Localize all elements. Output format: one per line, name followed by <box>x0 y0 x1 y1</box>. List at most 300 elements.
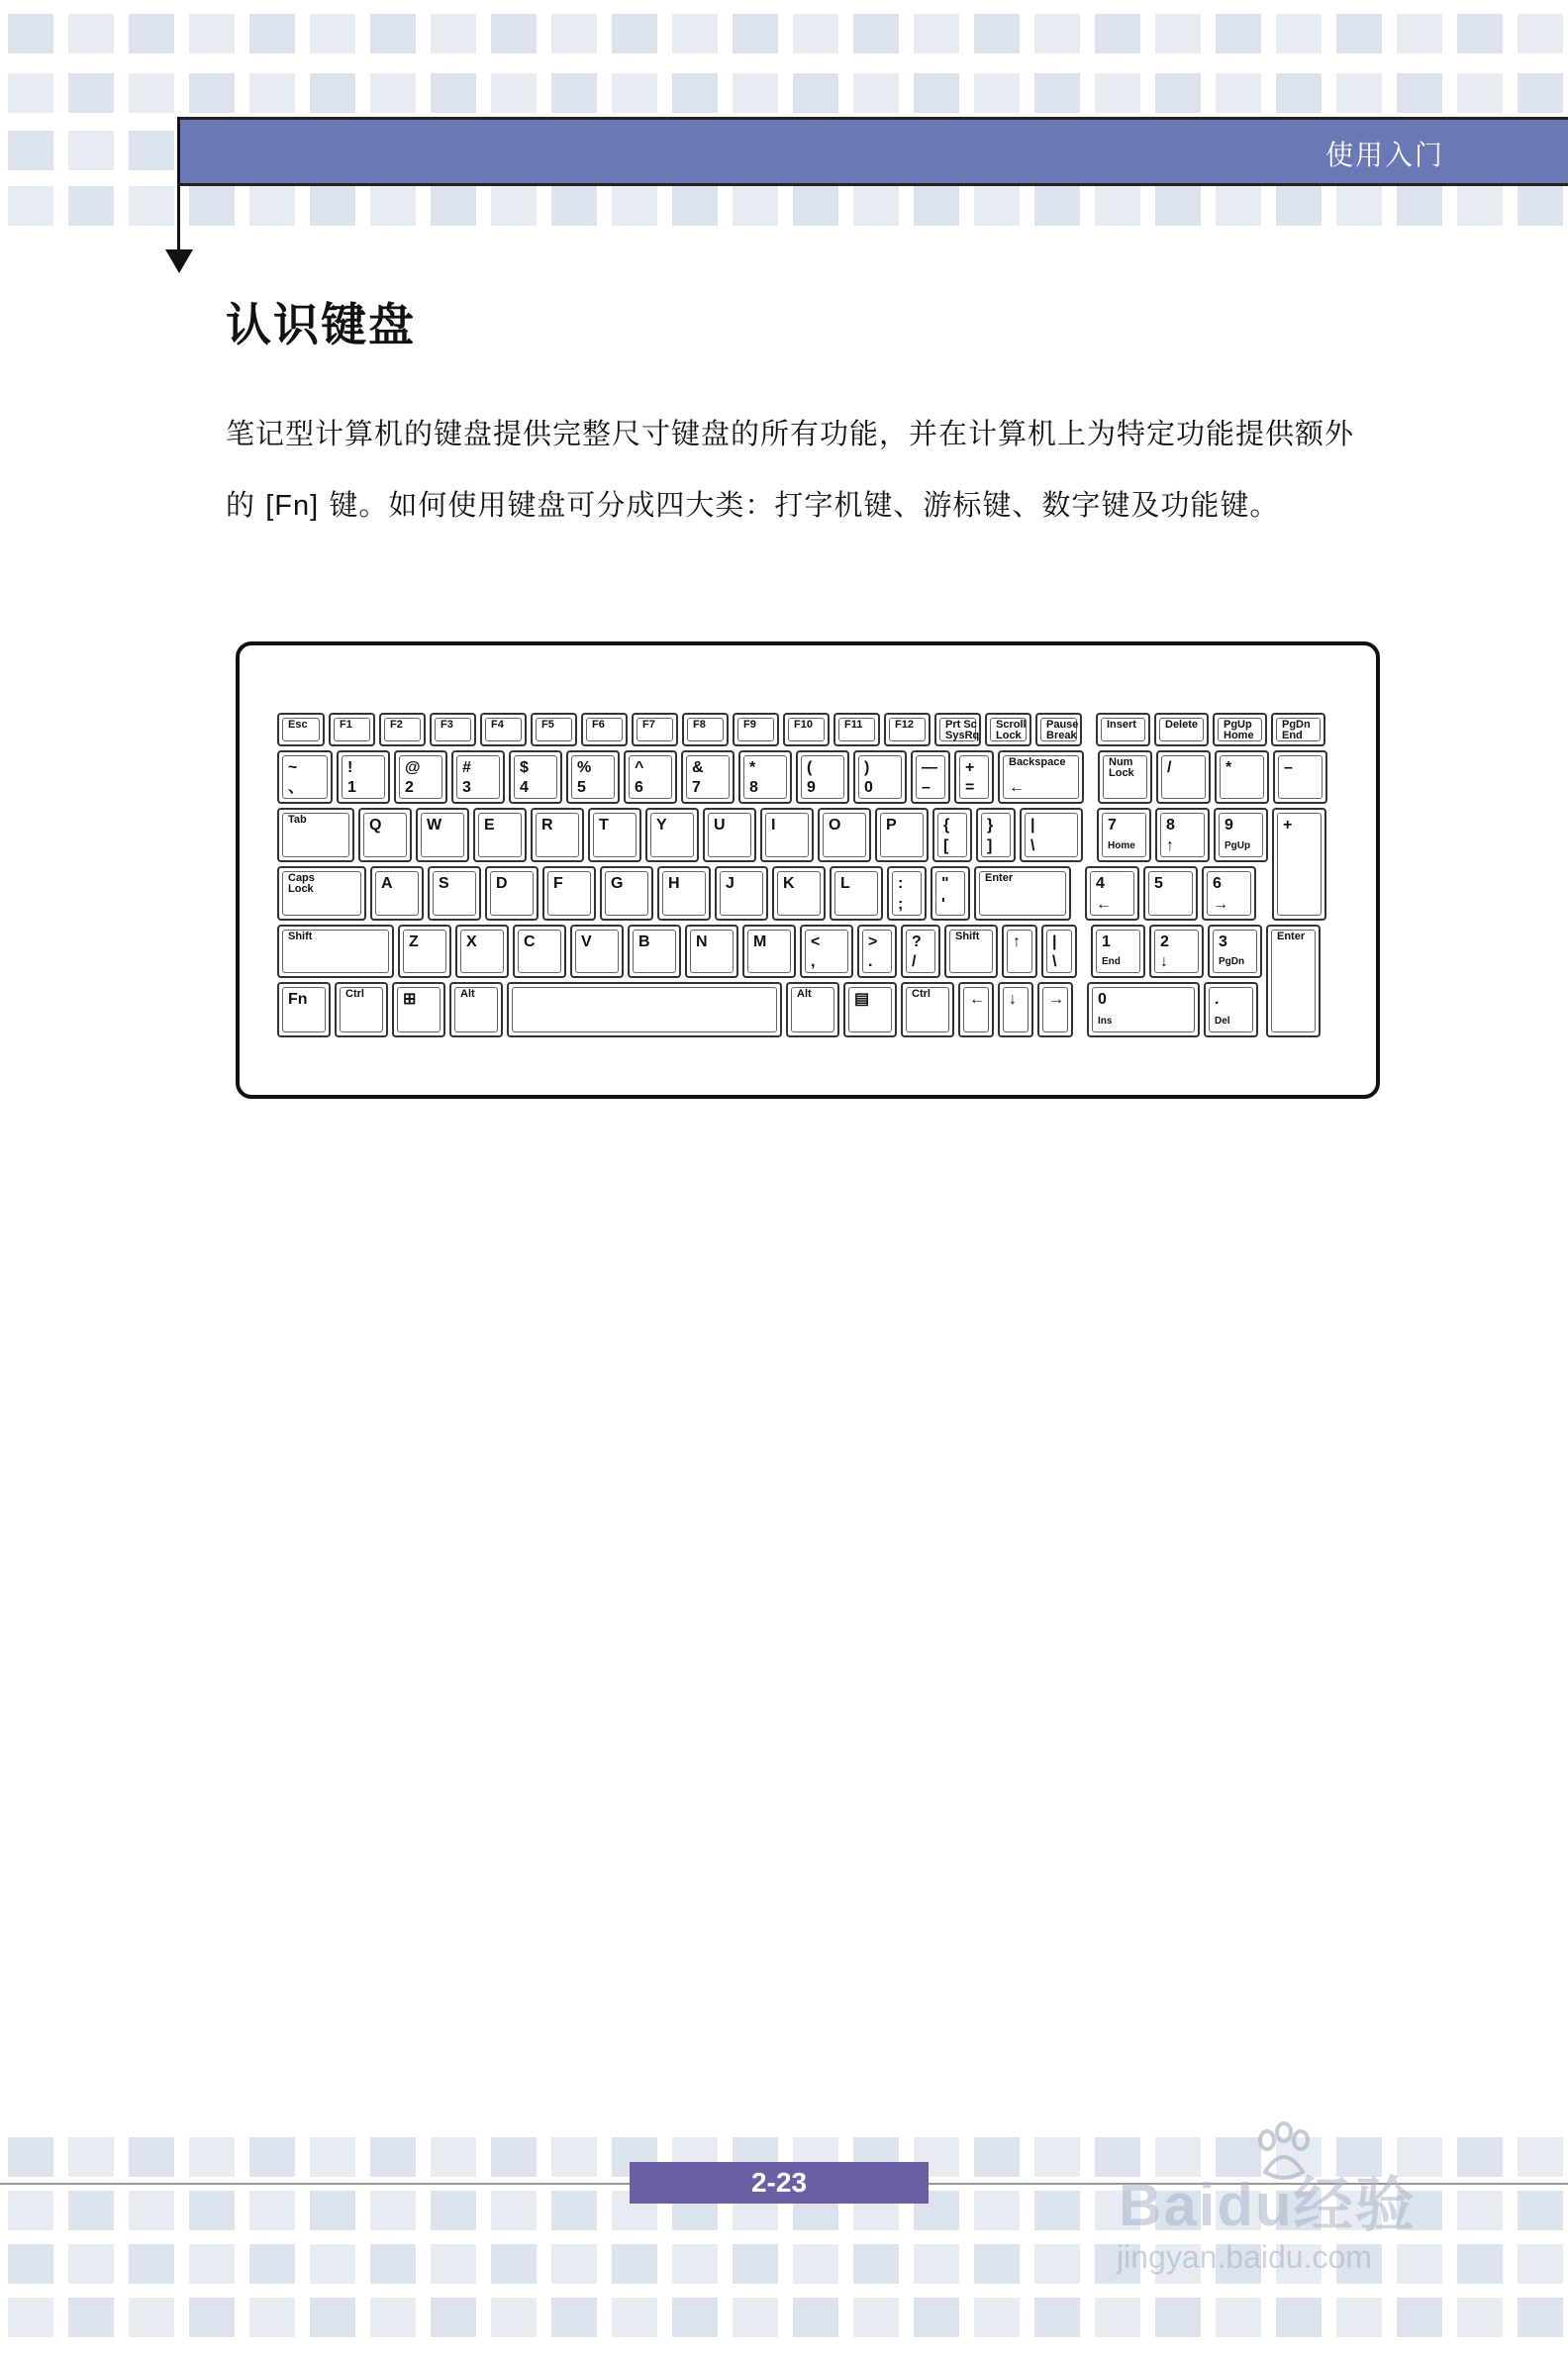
key-sub-label: ; <box>898 896 904 913</box>
key-label: ⊞ <box>403 991 417 1008</box>
key-shift <box>944 925 998 978</box>
key-f6 <box>581 713 628 746</box>
tile <box>129 186 174 226</box>
key-label: E <box>484 817 495 834</box>
key-↓ <box>998 982 1033 1037</box>
key-sub-label: ← <box>1009 779 1025 796</box>
key-) <box>853 750 907 804</box>
tile <box>189 2191 235 2230</box>
key-label: ↓ <box>1009 991 1017 1008</box>
key-sub-label: / <box>912 953 917 970</box>
tile <box>249 2137 295 2177</box>
key-b <box>628 925 681 978</box>
key-# <box>451 750 505 804</box>
key-? <box>901 925 940 978</box>
key-label: ~ <box>288 759 298 776</box>
tile <box>310 2244 355 2284</box>
key-$ <box>509 750 562 804</box>
key-r <box>531 808 584 862</box>
tile <box>1095 73 1140 113</box>
key-label: > <box>868 933 878 950</box>
tile <box>672 2244 718 2284</box>
key-z <box>398 925 451 978</box>
key-f2 <box>379 713 426 746</box>
key-label: 1 <box>1102 933 1111 950</box>
key-num-lock <box>1098 750 1152 804</box>
key-label: Caps Lock <box>288 872 315 895</box>
key-9 <box>1214 808 1268 862</box>
key-shift <box>277 925 394 978</box>
tile <box>431 14 476 53</box>
section-marker-line <box>177 117 180 251</box>
key-sub-label: 2 <box>405 779 414 796</box>
tile <box>129 131 174 170</box>
key-p <box>875 808 929 862</box>
tile <box>914 2244 959 2284</box>
key-label: U <box>714 817 726 834</box>
tile <box>1518 2137 1563 2177</box>
key-| <box>1041 925 1077 978</box>
tile <box>1216 2298 1261 2337</box>
key-} <box>976 808 1016 862</box>
key-tab <box>277 808 354 862</box>
key-label: F9 <box>743 719 756 731</box>
key-label: Esc <box>288 719 308 731</box>
key-label: * <box>749 759 756 776</box>
key-label: 7 <box>1108 817 1117 834</box>
tile <box>1216 186 1261 226</box>
tile <box>249 2244 295 2284</box>
tile <box>431 2244 476 2284</box>
key-label: % <box>577 759 592 776</box>
tile <box>129 2191 174 2230</box>
tile <box>310 186 355 226</box>
fn-key-label: [Fn] <box>265 490 320 522</box>
key-label: Ctrl <box>912 988 931 1000</box>
key-label: * <box>1225 759 1232 776</box>
tile <box>612 2298 657 2337</box>
key-delete <box>1154 713 1209 746</box>
tile <box>1397 14 1442 53</box>
key-label: I <box>771 817 776 834</box>
key-pgup-home <box>1213 713 1267 746</box>
key-5 <box>1143 866 1198 921</box>
tile <box>1216 14 1261 53</box>
tile <box>491 14 537 53</box>
key-fn <box>277 982 331 1037</box>
key-backspace <box>998 750 1084 804</box>
key-label: Alt <box>797 988 812 1000</box>
key-0 <box>1087 982 1200 1037</box>
key-sub-label: 7 <box>692 779 701 796</box>
tile <box>189 186 235 226</box>
key-label: ? <box>912 933 922 950</box>
key-sub-label: Home <box>1108 840 1135 851</box>
key-8 <box>1155 808 1210 862</box>
key-label: B <box>638 933 650 950</box>
key-label: ) <box>864 759 870 776</box>
key-label: O <box>829 817 841 834</box>
tile <box>1457 186 1503 226</box>
key-label: F6 <box>592 719 605 731</box>
key-ctrl <box>901 982 954 1037</box>
tile <box>431 186 476 226</box>
key-sub-label: 5 <box>577 779 586 796</box>
key-prt-sc-sysrq <box>934 713 981 746</box>
key-g <box>600 866 653 921</box>
key-label: 6 <box>1213 875 1222 892</box>
tile <box>1397 73 1442 113</box>
tile <box>189 2244 235 2284</box>
key-label: ▤ <box>854 991 870 1008</box>
tile <box>1336 14 1382 53</box>
tile <box>1095 14 1140 53</box>
key-* <box>1215 750 1269 804</box>
tile <box>733 2244 778 2284</box>
tile <box>914 2298 959 2337</box>
key-label: " <box>941 875 949 892</box>
tile <box>491 186 537 226</box>
tile <box>8 2137 53 2177</box>
tile <box>672 73 718 113</box>
key-label: F10 <box>794 719 813 731</box>
tile <box>1034 14 1080 53</box>
key-label: F1 <box>340 719 352 731</box>
key-{ <box>932 808 972 862</box>
tile <box>733 14 778 53</box>
key-. <box>1204 982 1258 1037</box>
key-f10 <box>783 713 830 746</box>
key-sub-label: 0 <box>864 779 873 796</box>
tile <box>1216 73 1261 113</box>
tile <box>974 2298 1020 2337</box>
key-label: $ <box>520 759 529 776</box>
tile <box>1397 2244 1442 2284</box>
key-" <box>931 866 970 921</box>
key-sub-label: . <box>868 953 873 970</box>
intro-paragraph <box>226 398 1354 541</box>
tile <box>491 2137 537 2177</box>
key-sub-label: Ins <box>1098 1016 1113 1027</box>
key-label: C <box>524 933 536 950</box>
key-sub-label: Del <box>1215 1016 1230 1027</box>
key-& <box>681 750 735 804</box>
tile <box>310 2191 355 2230</box>
tile <box>1155 186 1201 226</box>
tile <box>612 73 657 113</box>
tile <box>68 2298 114 2337</box>
key-^ <box>624 750 677 804</box>
key-pgdn-end <box>1271 713 1325 746</box>
tile <box>1034 2244 1080 2284</box>
key-f3 <box>430 713 476 746</box>
down-arrow-icon <box>165 249 193 273</box>
tile <box>1034 186 1080 226</box>
tile <box>974 2191 1020 2230</box>
key-sub-label: → <box>1213 896 1228 913</box>
tile <box>1095 2298 1140 2337</box>
key-v <box>570 925 624 978</box>
tile <box>129 2137 174 2177</box>
tile <box>1276 186 1322 226</box>
tile <box>310 2137 355 2177</box>
key-sub-label: ↑ <box>1166 837 1174 854</box>
key-q <box>358 808 412 862</box>
tile <box>8 2244 53 2284</box>
key-sub-label: PgDn <box>1219 956 1245 967</box>
tile <box>431 2191 476 2230</box>
key-4 <box>1085 866 1139 921</box>
key-~ <box>277 750 333 804</box>
tile <box>853 14 899 53</box>
tile <box>189 73 235 113</box>
paragraph-text-2: 键。如何使用键盘可分成四大类：打字机键、游标键、数字键及功能键。 <box>319 488 1280 522</box>
key-insert <box>1096 713 1150 746</box>
tile <box>853 2244 899 2284</box>
key-label: ← <box>969 991 985 1008</box>
key-7 <box>1097 808 1151 862</box>
key-sub-label: \ <box>1052 953 1057 970</box>
key-label: D <box>496 875 508 892</box>
key-| <box>1020 808 1083 862</box>
tile <box>551 2298 597 2337</box>
tile <box>310 73 355 113</box>
watermark-logo: Baidu经验 <box>1119 2172 1417 2238</box>
key-f11 <box>833 713 880 746</box>
key-sub-label: 4 <box>520 779 529 796</box>
tile <box>1155 73 1201 113</box>
key-label: G <box>611 875 624 892</box>
key-6 <box>1202 866 1256 921</box>
key-/ <box>1156 750 1211 804</box>
watermark-url: jingyan.baidu.com <box>1117 2239 1372 2275</box>
key-sub-label: ] <box>987 837 993 854</box>
tile <box>914 73 959 113</box>
header-band <box>178 117 1568 186</box>
key-label: F8 <box>693 719 706 731</box>
key-label: Prt Sc SysRq <box>945 719 980 741</box>
tile <box>1518 186 1563 226</box>
tile <box>1518 2191 1563 2230</box>
key-label: F12 <box>895 719 914 731</box>
key-l <box>830 866 883 921</box>
tile <box>8 14 53 53</box>
key-label: + <box>1283 817 1293 834</box>
key-+ <box>954 750 994 804</box>
key-label: Enter <box>1277 931 1306 942</box>
tile <box>1336 73 1382 113</box>
tile <box>672 14 718 53</box>
tile <box>431 73 476 113</box>
key-i <box>760 808 814 862</box>
key-sub-label: = <box>965 779 975 796</box>
key-label: N <box>696 933 708 950</box>
tile <box>189 14 235 53</box>
tile <box>612 2244 657 2284</box>
tile <box>974 2137 1020 2177</box>
key-c <box>513 925 566 978</box>
key-h <box>657 866 711 921</box>
tile <box>853 186 899 226</box>
key-label: + <box>965 759 975 776</box>
tile <box>491 2298 537 2337</box>
key-space <box>507 982 782 1037</box>
key-sub-label: 1 <box>347 779 356 796</box>
tile <box>8 2191 53 2230</box>
key-label: L <box>840 875 850 892</box>
tile <box>974 73 1020 113</box>
tile <box>612 186 657 226</box>
key-label: Shift <box>288 931 313 942</box>
tile-row <box>0 14 1568 53</box>
key-label: } <box>987 817 994 834</box>
key-label: ( <box>807 759 813 776</box>
tile <box>370 14 416 53</box>
tile <box>1034 2298 1080 2337</box>
key-n <box>685 925 738 978</box>
tile <box>431 2137 476 2177</box>
tile <box>68 186 114 226</box>
tile <box>370 2298 416 2337</box>
tile <box>974 14 1020 53</box>
key-k <box>772 866 826 921</box>
tile <box>129 73 174 113</box>
key-label: F2 <box>390 719 403 731</box>
tile <box>129 2298 174 2337</box>
key-label: → <box>1048 991 1064 1008</box>
key-enter <box>1266 925 1321 1037</box>
key-ctrl <box>335 982 388 1037</box>
key-label: M <box>753 933 767 950</box>
tile <box>8 131 53 170</box>
tile <box>733 186 778 226</box>
key-f1 <box>329 713 375 746</box>
tile <box>491 2191 537 2230</box>
key-label: Tab <box>288 814 307 826</box>
key-f <box>542 866 596 921</box>
key-alt <box>449 982 503 1037</box>
key-sub-label: 6 <box>635 779 643 796</box>
key-sub-label: 、 <box>288 779 305 796</box>
key-label: F4 <box>491 719 504 731</box>
key-label: Insert <box>1107 719 1136 731</box>
key-label: W <box>427 817 442 834</box>
key-label: Num Lock <box>1109 756 1134 779</box>
tile <box>1397 2298 1442 2337</box>
tile <box>793 186 838 226</box>
tile <box>974 186 1020 226</box>
key-label: Scroll Lock <box>996 719 1027 741</box>
key-label: 2 <box>1160 933 1169 950</box>
key-alt <box>786 982 839 1037</box>
key-label: | <box>1030 817 1035 834</box>
key-sub-label: , <box>811 953 816 970</box>
tile <box>793 2244 838 2284</box>
tile <box>1034 2191 1080 2230</box>
key-label: K <box>783 875 795 892</box>
page-title: 认识键盘 <box>226 298 416 351</box>
key-sub-label: 9 <box>807 779 816 796</box>
key-! <box>337 750 390 804</box>
header-tile-pattern <box>0 0 1568 228</box>
key-label: < <box>811 933 821 950</box>
tile <box>1034 2137 1080 2177</box>
tile <box>68 2244 114 2284</box>
key-f5 <box>531 713 577 746</box>
key-3 <box>1208 925 1262 978</box>
tile <box>551 14 597 53</box>
key-label: 9 <box>1225 817 1233 834</box>
key-sub-label: ↓ <box>1160 953 1168 970</box>
key-s <box>428 866 481 921</box>
key-% <box>566 750 620 804</box>
tile <box>370 73 416 113</box>
tile <box>1457 2137 1503 2177</box>
key-f4 <box>480 713 527 746</box>
key-label: H <box>668 875 680 892</box>
key-↑ <box>1002 925 1037 978</box>
key-label: F5 <box>541 719 554 731</box>
key-f8 <box>682 713 729 746</box>
tile <box>129 2244 174 2284</box>
tile <box>1276 2298 1322 2337</box>
tile <box>249 73 295 113</box>
key-label: Z <box>409 933 419 950</box>
key-w <box>416 808 469 862</box>
tile <box>8 186 53 226</box>
tile <box>551 2137 597 2177</box>
key-label: X <box>466 933 477 950</box>
tile <box>1518 2244 1563 2284</box>
key-label: Fn <box>288 991 308 1008</box>
key-– <box>1273 750 1327 804</box>
tile <box>491 2244 537 2284</box>
key-label: S <box>439 875 449 892</box>
key-▤ <box>843 982 897 1037</box>
key-label: Pause Break <box>1046 719 1079 741</box>
tile <box>551 2191 597 2230</box>
key-sub-label: End <box>1102 956 1121 967</box>
tile <box>793 2298 838 2337</box>
section-title: 使用入门 <box>1324 139 1444 171</box>
key-sub-label: 3 <box>462 779 471 796</box>
key-( <box>796 750 849 804</box>
key-label: Ctrl <box>345 988 364 1000</box>
tile <box>370 2191 416 2230</box>
tile-row <box>0 73 1568 113</box>
key-label: Q <box>369 817 382 834</box>
tile <box>370 186 416 226</box>
key-j <box>715 866 768 921</box>
tile <box>68 14 114 53</box>
key-< <box>800 925 853 978</box>
key-label: 4 <box>1096 875 1105 892</box>
key-f9 <box>733 713 779 746</box>
tile <box>853 73 899 113</box>
tile <box>310 14 355 53</box>
key-label: # <box>462 759 471 776</box>
tile <box>249 186 295 226</box>
tile <box>1155 2298 1201 2337</box>
key-label: T <box>599 817 609 834</box>
tile <box>1034 73 1080 113</box>
key-esc <box>277 713 325 746</box>
key-* <box>738 750 792 804</box>
tile <box>1095 186 1140 226</box>
key-caps-lock <box>277 866 366 921</box>
key-sub-label: – <box>922 779 931 796</box>
key-u <box>703 808 756 862</box>
